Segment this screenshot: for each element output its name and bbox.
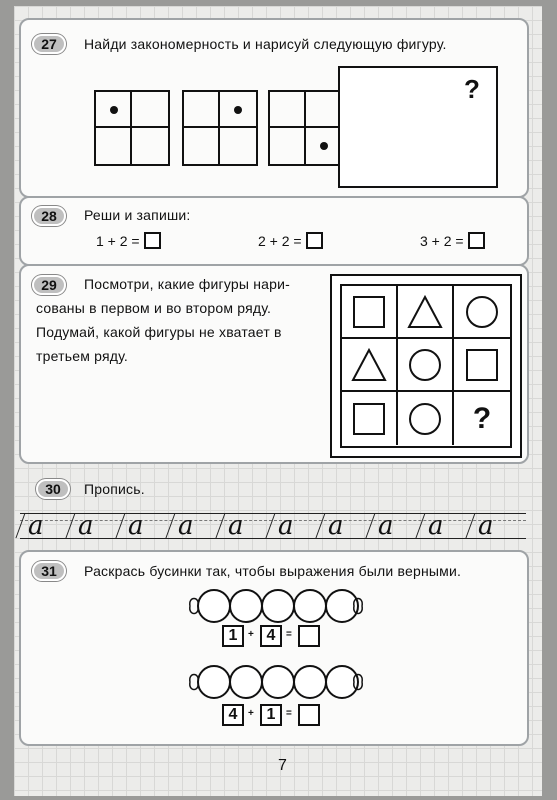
bead-string-1[interactable] <box>186 586 366 626</box>
dot <box>234 106 242 114</box>
addend-2-box: 1 <box>260 704 282 726</box>
dot <box>320 142 328 150</box>
triangle-shape <box>351 348 387 382</box>
task-31-text: Раскрась бусинки так, чтобы выражения были верными. <box>84 563 462 579</box>
equals-sign: = <box>286 629 292 640</box>
bead <box>230 666 262 698</box>
bead <box>326 590 358 622</box>
task-30-text: Пропись. <box>84 481 145 497</box>
square-shape <box>352 402 386 436</box>
answer-square[interactable] <box>306 232 323 249</box>
cell-circle <box>398 339 454 392</box>
task-31-number: 31 <box>32 561 66 581</box>
sum-box[interactable] <box>298 625 320 647</box>
copybook-letter: a <box>28 511 44 541</box>
slant-guide <box>115 513 125 538</box>
shapes-grid <box>330 274 522 458</box>
task-29-line-2: сованы в первом и во втором ряду. <box>36 300 272 316</box>
plus-sign: + <box>248 708 254 719</box>
task-30-number: 30 <box>36 479 70 499</box>
sum-box[interactable] <box>298 704 320 726</box>
slant-guide <box>465 513 475 538</box>
addend-1-box: 1 <box>222 625 244 647</box>
copybook-letter: a <box>378 511 394 541</box>
task-29-number: 29 <box>32 275 66 295</box>
addend-1-box: 4 <box>222 704 244 726</box>
cell-triangle <box>398 286 454 339</box>
task-29-line-1: Посмотри, какие фигуры нари- <box>84 276 291 292</box>
equation-1 <box>96 232 161 249</box>
task-28-text: Реши и запиши: <box>84 207 191 223</box>
addend-2-box: 4 <box>260 625 282 647</box>
bead <box>230 590 262 622</box>
circle-shape <box>464 294 500 330</box>
cell-square <box>342 286 398 339</box>
dot <box>110 106 118 114</box>
copybook-line[interactable] <box>20 513 526 539</box>
cell-triangle <box>342 339 398 392</box>
slant-guide <box>165 513 175 538</box>
answer-square[interactable] <box>468 232 485 249</box>
square-shape <box>465 348 499 382</box>
answer-square[interactable] <box>144 232 161 249</box>
bead <box>198 590 230 622</box>
bead <box>294 666 326 698</box>
bead <box>294 590 326 622</box>
equation-2 <box>258 232 323 249</box>
bead <box>326 666 358 698</box>
question-mark: ? <box>464 74 480 104</box>
copybook-letter: a <box>478 511 494 541</box>
pattern-grid-3 <box>268 90 344 166</box>
copybook-letter: a <box>178 511 194 541</box>
bead <box>262 666 294 698</box>
pattern-grid-2 <box>182 90 258 166</box>
equation-3-text: 3 + 2 = <box>420 233 464 249</box>
copybook-letter: a <box>78 511 94 541</box>
question-mark: ? <box>472 401 492 435</box>
equals-sign: = <box>286 708 292 719</box>
bead <box>262 590 294 622</box>
bead <box>198 666 230 698</box>
cell-circle <box>398 392 454 445</box>
circle-shape <box>407 347 443 383</box>
cell-missing[interactable] <box>454 392 510 445</box>
slant-guide <box>215 513 225 538</box>
slant-guide <box>65 513 75 538</box>
task-28-number: 28 <box>32 206 66 226</box>
pattern-grid-1 <box>94 90 170 166</box>
slant-guide <box>415 513 425 538</box>
task-29-line-4: третьем ряду. <box>36 348 128 364</box>
copybook-letter: a <box>428 511 444 541</box>
answer-box[interactable] <box>338 66 498 188</box>
task-29-line-3: Подумай, какой фигуры не хватает в <box>36 324 282 340</box>
copybook-letter: a <box>128 511 144 541</box>
cell-square <box>342 392 398 445</box>
copybook-letter: a <box>328 511 344 541</box>
circle-shape <box>407 401 443 437</box>
page-number: 7 <box>278 757 287 774</box>
copybook-letter: a <box>228 511 244 541</box>
plus-sign: + <box>248 629 254 640</box>
slant-guide <box>365 513 375 538</box>
bead-string-2[interactable] <box>186 662 366 702</box>
equation-1-text: 1 + 2 = <box>96 233 140 249</box>
task-27-text: Найди закономерность и нарисуй следующую фигуру. <box>84 36 447 52</box>
cell-circle <box>454 286 510 339</box>
equation-3 <box>420 232 485 249</box>
copybook-letter: a <box>278 511 294 541</box>
slant-guide <box>315 513 325 538</box>
equation-2-text: 2 + 2 = <box>258 233 302 249</box>
cell-square <box>454 339 510 392</box>
task-27-number: 27 <box>32 34 66 54</box>
square-shape <box>352 295 386 329</box>
triangle-shape <box>407 295 443 329</box>
slant-guide <box>265 513 275 538</box>
